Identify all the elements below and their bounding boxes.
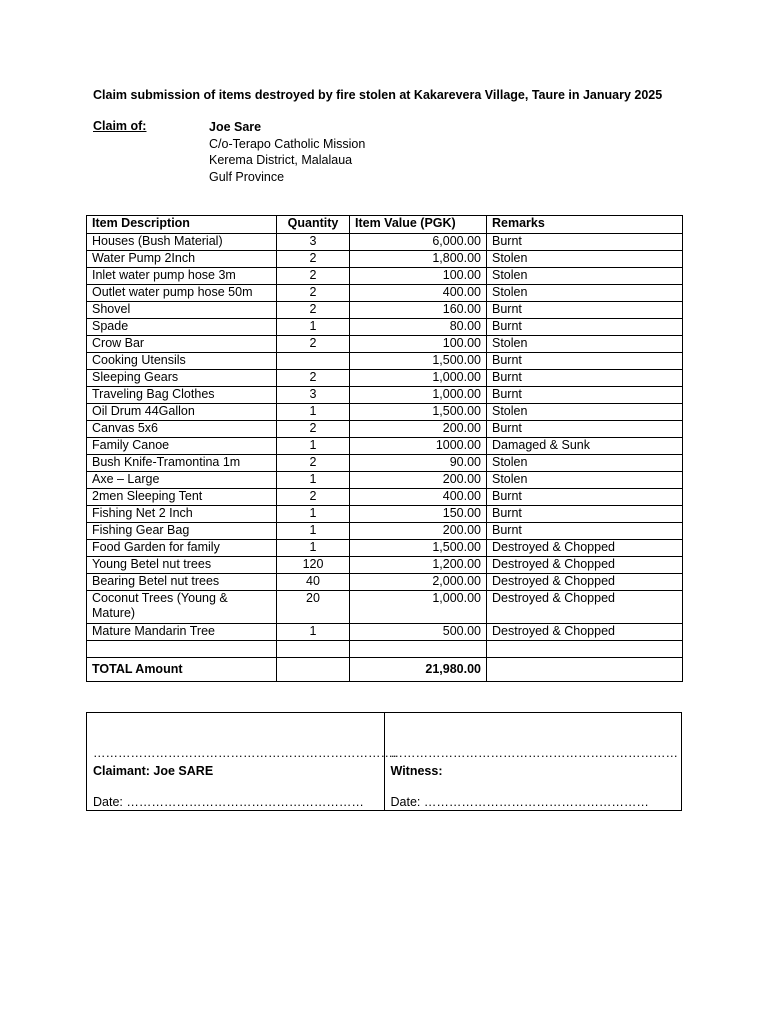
total-value: 21,980.00	[350, 658, 487, 682]
item-remarks: Stolen	[487, 455, 683, 472]
item-description: Mature Mandarin Tree	[87, 624, 277, 641]
item-quantity: 2	[277, 421, 350, 438]
item-value: 1,000.00	[350, 370, 487, 387]
table-row	[87, 455, 683, 472]
item-description: Young Betel nut trees	[87, 557, 277, 574]
item-remarks: Damaged & Sunk	[487, 438, 683, 455]
item-description: Cooking Utensils	[87, 353, 277, 370]
total-label: TOTAL Amount	[87, 658, 277, 682]
item-value: 1,500.00	[350, 353, 487, 370]
table-row	[87, 421, 683, 438]
claimant-address-line: Gulf Province	[209, 169, 285, 184]
item-value	[350, 641, 487, 658]
item-quantity: 3	[277, 234, 350, 251]
item-quantity: 1	[277, 540, 350, 557]
item-value: 1,000.00	[350, 591, 487, 624]
table-row	[87, 387, 683, 404]
item-remarks: Stolen	[487, 285, 683, 302]
item-value: 400.00	[350, 489, 487, 506]
claimant-name: Joe Sare	[209, 120, 262, 134]
table-row	[87, 251, 683, 268]
table-row	[87, 353, 683, 370]
table-row	[87, 404, 683, 421]
item-description: Inlet water pump hose 3m	[87, 268, 277, 285]
item-remarks: Burnt	[487, 387, 683, 404]
item-quantity: 1	[277, 319, 350, 336]
item-value: 100.00	[350, 268, 487, 285]
item-value: 200.00	[350, 523, 487, 540]
table-row	[87, 574, 683, 591]
table-row	[87, 489, 683, 506]
table-row	[87, 557, 683, 574]
table-body	[87, 234, 683, 658]
item-quantity: 20	[277, 591, 350, 624]
item-description: Sleeping Gears	[87, 370, 277, 387]
item-remarks: Stolen	[487, 336, 683, 353]
claimant-address-line: Kerema District, Malalaua	[209, 153, 353, 167]
claimant-address-block	[209, 119, 365, 185]
item-remarks: Burnt	[487, 506, 683, 523]
table-row	[87, 624, 683, 641]
item-quantity: 2	[277, 370, 350, 387]
claimant-signature-box	[87, 713, 397, 811]
item-description: Fishing Net 2 Inch	[87, 506, 277, 523]
item-remarks: Stolen	[487, 251, 683, 268]
item-quantity: 1	[277, 472, 350, 489]
witness-label: Witness:	[390, 764, 443, 778]
item-quantity: 2	[277, 251, 350, 268]
item-value: 80.00	[350, 319, 487, 336]
item-description: Oil Drum 44Gallon	[87, 404, 277, 421]
item-value: 1,500.00	[350, 540, 487, 557]
header-quantity: Quantity	[277, 216, 350, 234]
claimant-date: Date: …………………………………………………	[93, 795, 364, 809]
item-remarks: Stolen	[487, 472, 683, 489]
table-row	[87, 319, 683, 336]
item-remarks: Burnt	[487, 302, 683, 319]
item-value: 200.00	[350, 472, 487, 489]
item-value: 1,000.00	[350, 387, 487, 404]
item-value: 1,800.00	[350, 251, 487, 268]
table-row	[87, 336, 683, 353]
witness-signature-line: ……………………………………………………………	[390, 746, 678, 760]
item-value: 90.00	[350, 455, 487, 472]
table-row	[87, 268, 683, 285]
item-description: Water Pump 2Inch	[87, 251, 277, 268]
item-remarks: Burnt	[487, 523, 683, 540]
item-description	[87, 641, 277, 658]
item-value: 2,000.00	[350, 574, 487, 591]
item-quantity	[277, 353, 350, 370]
witness-date: Date: ………………………………………………	[390, 795, 649, 809]
item-remarks: Burnt	[487, 370, 683, 387]
item-description: Coconut Trees (Young & Mature)	[87, 591, 277, 624]
item-description: Fishing Gear Bag	[87, 523, 277, 540]
item-description: Family Canoe	[87, 438, 277, 455]
claim-items-table	[86, 215, 683, 682]
header-item-value: Item Value (PGK)	[350, 216, 487, 234]
item-quantity: 1	[277, 523, 350, 540]
table-row	[87, 591, 683, 624]
item-value: 100.00	[350, 336, 487, 353]
table-row	[87, 438, 683, 455]
item-quantity: 1	[277, 506, 350, 523]
item-remarks: Burnt	[487, 489, 683, 506]
witness-signature-box	[384, 713, 682, 811]
item-quantity: 2	[277, 336, 350, 353]
item-quantity	[277, 641, 350, 658]
item-remarks: Burnt	[487, 421, 683, 438]
table-header-row	[87, 216, 683, 234]
claimant-signature-line: ……………………………………………………………….	[93, 746, 397, 760]
claimant-label: Claimant: Joe SARE	[93, 764, 214, 778]
item-description: Houses (Bush Material)	[87, 234, 277, 251]
item-description: Traveling Bag Clothes	[87, 387, 277, 404]
table-row	[87, 472, 683, 489]
item-quantity: 2	[277, 285, 350, 302]
item-description: Crow Bar	[87, 336, 277, 353]
item-quantity: 1	[277, 404, 350, 421]
item-value: 1,200.00	[350, 557, 487, 574]
item-remarks: Destroyed & Chopped	[487, 574, 683, 591]
item-remarks: Destroyed & Chopped	[487, 540, 683, 557]
header-item-description: Item Description	[87, 216, 277, 234]
item-description: Shovel	[87, 302, 277, 319]
table-row	[87, 285, 683, 302]
item-quantity: 40	[277, 574, 350, 591]
item-remarks: Destroyed & Chopped	[487, 624, 683, 641]
total-row	[87, 658, 683, 682]
item-remarks: Burnt	[487, 319, 683, 336]
item-remarks: Destroyed & Chopped	[487, 591, 683, 624]
item-value: 400.00	[350, 285, 487, 302]
item-quantity: 2	[277, 455, 350, 472]
item-remarks: Destroyed & Chopped	[487, 557, 683, 574]
item-description: Spade	[87, 319, 277, 336]
table-row	[87, 302, 683, 319]
table-row	[87, 506, 683, 523]
document-title: Claim submission of items destroyed by fire stolen at Kakarevera Village, Taure in January 2025	[93, 88, 663, 102]
item-quantity: 3	[277, 387, 350, 404]
item-value: 6,000.00	[350, 234, 487, 251]
table-row	[87, 540, 683, 557]
item-description: 2men Sleeping Tent	[87, 489, 277, 506]
claimant-address-line: C/o-Terapo Catholic Mission	[209, 136, 366, 151]
item-remarks: Stolen	[487, 268, 683, 285]
item-description: Bush Knife-Tramontina 1m	[87, 455, 277, 472]
table-row	[87, 370, 683, 387]
item-quantity: 1	[277, 624, 350, 641]
table-row	[87, 523, 683, 540]
signature-table	[86, 712, 682, 811]
item-description: Bearing Betel nut trees	[87, 574, 277, 591]
item-value: 150.00	[350, 506, 487, 523]
item-quantity: 2	[277, 268, 350, 285]
item-description: Axe – Large	[87, 472, 277, 489]
item-quantity: 1	[277, 438, 350, 455]
item-value: 1,500.00	[350, 404, 487, 421]
table-row	[87, 234, 683, 251]
item-quantity: 120	[277, 557, 350, 574]
item-remarks: Stolen	[487, 404, 683, 421]
item-remarks: Burnt	[487, 234, 683, 251]
table-row	[87, 641, 683, 658]
item-description: Canvas 5x6	[87, 421, 277, 438]
header-remarks: Remarks	[487, 216, 683, 234]
item-description: Outlet water pump hose 50m	[87, 285, 277, 302]
total-quantity-cell	[277, 658, 350, 682]
item-value: 500.00	[350, 624, 487, 641]
claim-of-label: Claim of:	[93, 119, 147, 133]
item-remarks: Burnt	[487, 353, 683, 370]
item-description: Food Garden for family	[87, 540, 277, 557]
item-remarks	[487, 641, 683, 658]
item-value: 160.00	[350, 302, 487, 319]
item-value: 200.00	[350, 421, 487, 438]
item-value: 1000.00	[350, 438, 487, 455]
item-quantity: 2	[277, 302, 350, 319]
item-quantity: 2	[277, 489, 350, 506]
total-remarks-cell	[487, 658, 683, 682]
